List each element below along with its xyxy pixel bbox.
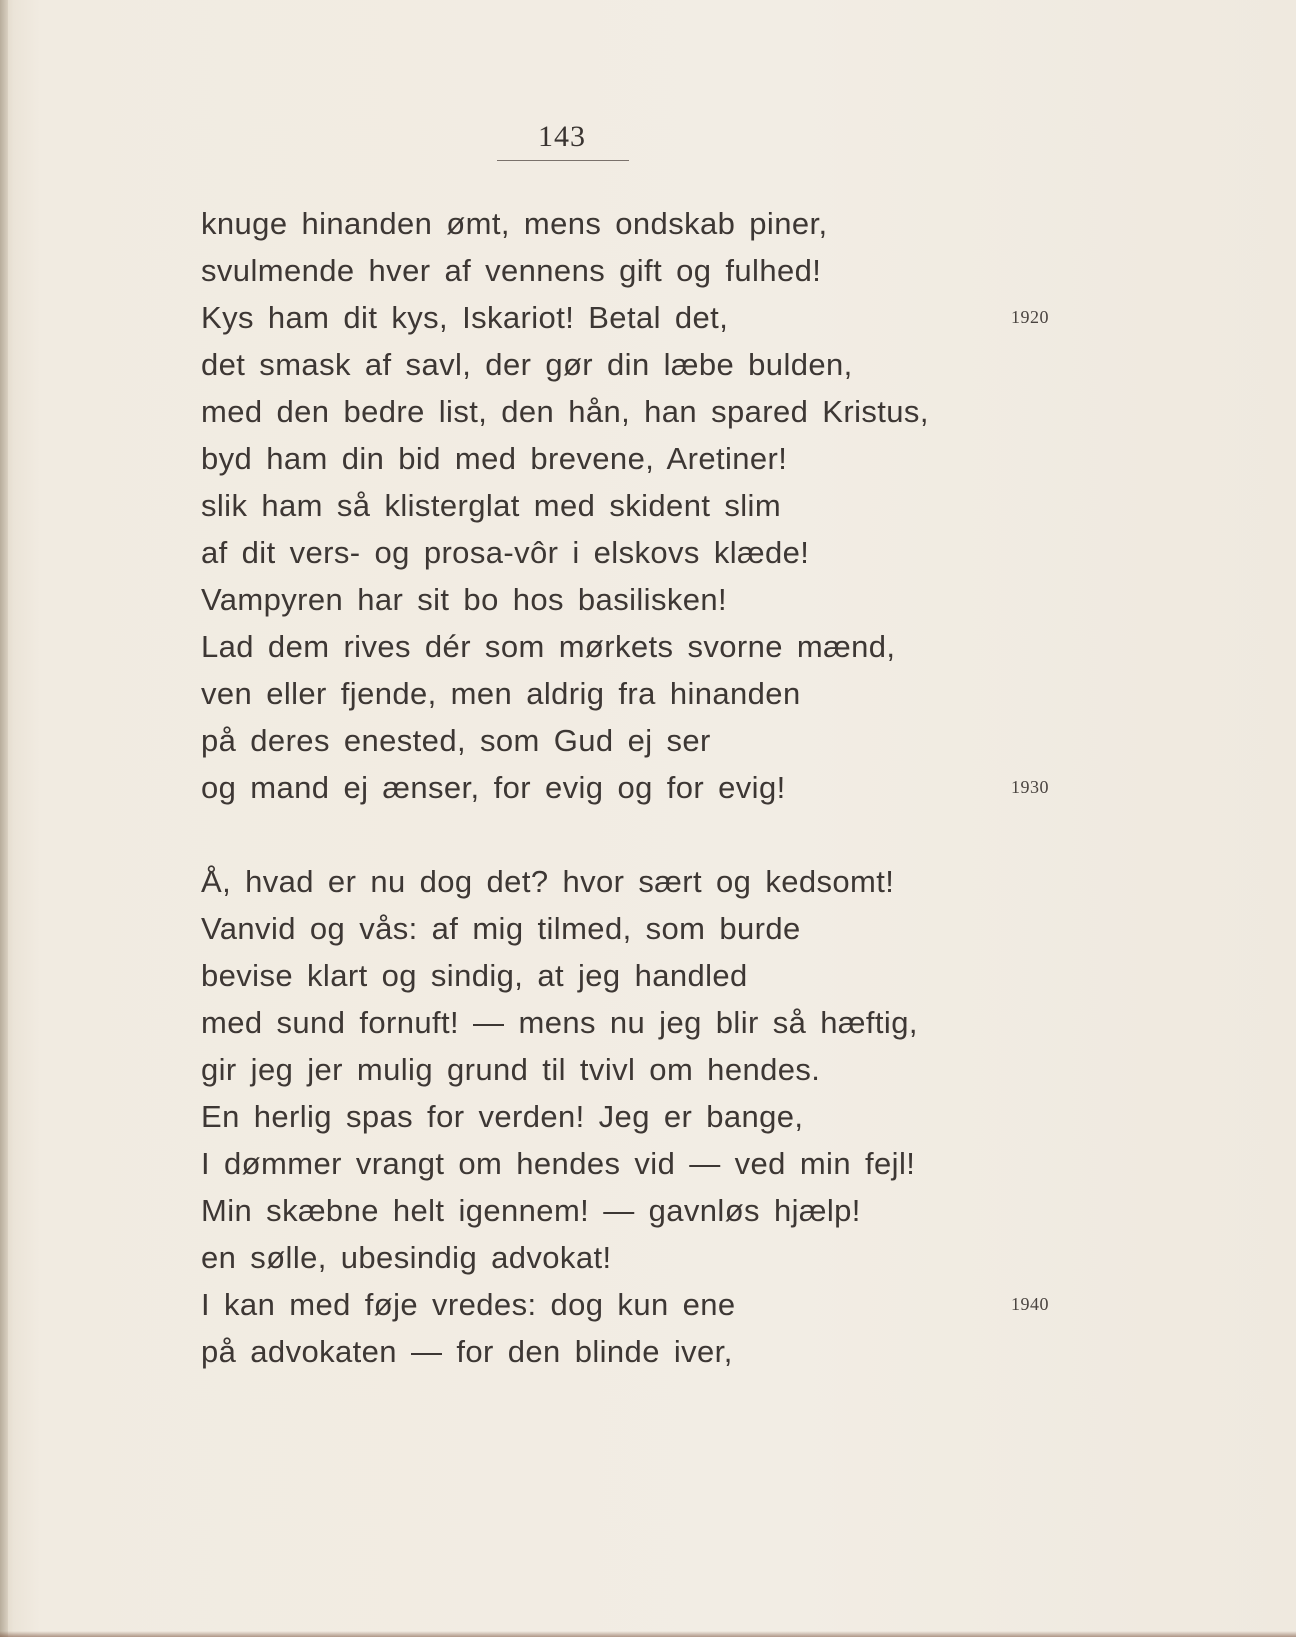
- verse-line-text: Vanvid og vås: af mig tilmed, som burde: [201, 911, 801, 946]
- verse-line-text: slik ham så klisterglat med skident slim: [201, 488, 782, 523]
- line-number: 1940: [1011, 1294, 1049, 1314]
- page-bottom-edge: [0, 1631, 1296, 1637]
- verse-line: [201, 388, 1041, 435]
- verse-line-text: på advokaten — for den blinde iver,: [201, 1334, 733, 1369]
- verse-line-text: med sund fornuft! — mens nu jeg blir så hæftig,: [201, 1005, 918, 1040]
- stanza: [201, 858, 1049, 1375]
- verse-line: [201, 905, 1041, 952]
- verse-line: [201, 1328, 1041, 1375]
- verse-line-text: Kys ham dit kys, Iskariot! Betal det,: [201, 300, 729, 335]
- verse-line: [201, 1093, 1041, 1140]
- verse-line: [201, 576, 1041, 623]
- verse-line-text: en sølle, ubesindig advokat!: [201, 1240, 612, 1275]
- verse-line-text: byd ham din bid med brevene, Aretiner!: [201, 441, 788, 476]
- page-spine-shadow: [0, 0, 8, 1637]
- verse-line-text: ven eller fjende, men aldrig fra hinanden: [201, 676, 801, 711]
- verse-line-text: knuge hinanden ømt, mens ondskab piner,: [201, 206, 828, 241]
- verse-line: [201, 247, 1041, 294]
- verse-line: [201, 529, 1041, 576]
- verse-line-text: Lad dem rives dér som mørkets svorne mænd,: [201, 629, 896, 664]
- verse-line: [201, 341, 1041, 388]
- verse-line-text: En herlig spas for verden! Jeg er bange,: [201, 1099, 804, 1134]
- verse-line: [201, 435, 1041, 482]
- verse-line: [201, 1234, 1041, 1281]
- verse-line: [201, 200, 1041, 247]
- verse-line-text: med den bedre list, den hån, han spared Kristus,: [201, 394, 929, 429]
- verse-line: [201, 294, 1049, 341]
- verse-line-text: Vampyren har sit bo hos basilisken!: [201, 582, 728, 617]
- verse-line-text: I dømmer vrangt om hendes vid — ved min fejl!: [201, 1146, 916, 1181]
- verse-line: [201, 999, 1041, 1046]
- stanza: [201, 200, 1049, 811]
- verse-line: [201, 717, 1041, 764]
- verse-line-text: det smask af savl, der gør din læbe bulden,: [201, 347, 853, 382]
- verse-line: [201, 623, 1041, 670]
- verse-line-text: og mand ej ænser, for evig og for evig!: [201, 770, 786, 805]
- verse-line: [201, 858, 1041, 905]
- verse-line: [201, 764, 1049, 811]
- verse-line-text: I kan med føje vredes: dog kun ene: [201, 1287, 736, 1322]
- verse-line: [201, 670, 1041, 717]
- verse-line-text: Min skæbne helt igennem! — gavnløs hjælp!: [201, 1193, 861, 1228]
- verse-line-text: Å, hvad er nu dog det? hvor sært og kedsomt!: [201, 864, 895, 899]
- page-number: 143: [538, 120, 586, 153]
- verse-line-text: gir jeg jer mulig grund til tvivl om hendes.: [201, 1052, 821, 1087]
- line-number: 1920: [1011, 307, 1049, 327]
- verse-line-text: svulmende hver af vennens gift og fulhed!: [201, 253, 822, 288]
- verse-body: [201, 200, 1049, 1375]
- page-number-rule: [497, 160, 629, 161]
- verse-line-text: bevise klart og sindig, at jeg handled: [201, 958, 748, 993]
- verse-line: [201, 952, 1041, 999]
- line-number: 1930: [1011, 777, 1049, 797]
- verse-line-text: af dit vers- og prosa-vôr i elskovs klæde!: [201, 535, 810, 570]
- verse-line: [201, 1046, 1041, 1093]
- verse-line: [201, 482, 1041, 529]
- verse-line: [201, 1187, 1041, 1234]
- verse-line: [201, 1140, 1041, 1187]
- verse-line-text: på deres enested, som Gud ej ser: [201, 723, 711, 758]
- verse-line: [201, 1281, 1049, 1328]
